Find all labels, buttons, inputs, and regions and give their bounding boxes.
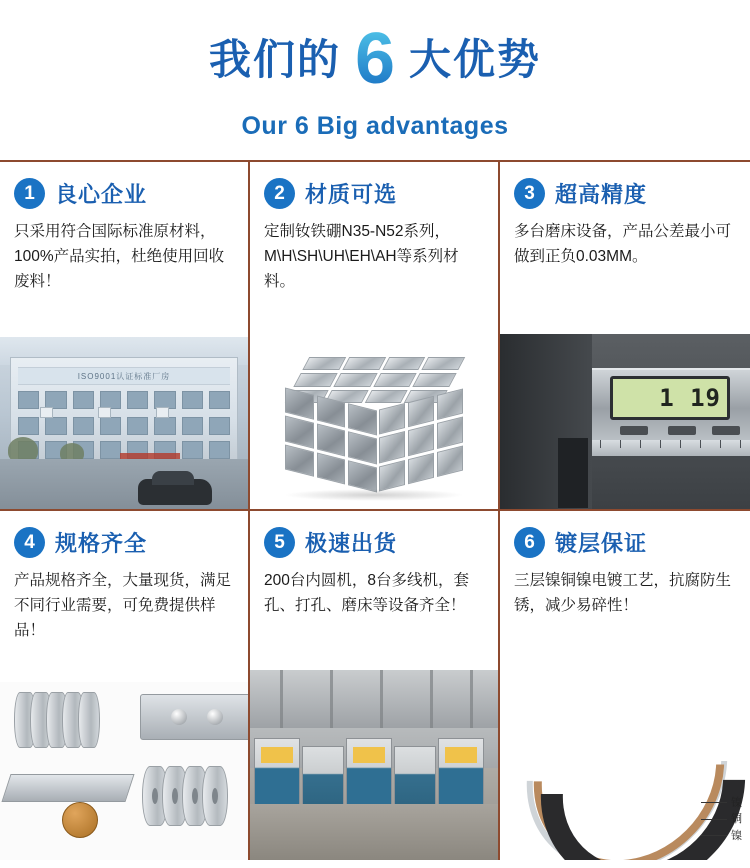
caliper-zero-button	[668, 426, 696, 435]
subtitle: Our 6 Big advantages	[241, 112, 509, 140]
advantage-card-2	[250, 162, 500, 511]
badge-number-1: 1	[14, 178, 45, 209]
legend-label-3: 镍	[731, 829, 742, 842]
disc-magnet-stack	[14, 692, 110, 746]
factory-building-photo	[0, 337, 248, 509]
advantage-card-5	[250, 511, 500, 860]
cube-right-face	[379, 388, 463, 491]
air-conditioner-unit	[40, 407, 53, 418]
card-body-4: 产品规格齐全，大量现货，满足不同行业需要，可免费提供样品！	[14, 572, 232, 640]
poster-header	[0, 0, 750, 160]
bar-magnet	[1, 774, 134, 802]
legend-row	[701, 811, 742, 828]
badge-number-3: 3	[514, 178, 545, 209]
card-header-6	[500, 511, 750, 562]
legend-row	[701, 828, 742, 845]
card-title-5: 极速出货	[305, 531, 398, 556]
card-title-3: 超高精度	[555, 182, 648, 207]
magnet-cube	[279, 357, 469, 487]
caliper-lower-jaw	[558, 438, 588, 508]
building-banner: ISO9001认证标准厂房	[18, 367, 230, 385]
card-header-3	[500, 162, 750, 213]
card-header-5	[250, 511, 498, 562]
card-title-1: 良心企业	[55, 182, 148, 207]
card-body-5: 200台内圆机，8台多线机，套孔、打孔、磨床等设备齐全！	[264, 572, 469, 615]
badge-number-5: 5	[264, 527, 295, 558]
magnet-cube-photo	[250, 334, 498, 509]
legend-label-1: 镍	[731, 796, 742, 809]
digital-caliper-photo	[500, 334, 750, 509]
coating-layers-photo	[500, 680, 750, 860]
caliper-off-button	[620, 426, 648, 435]
grinding-machine	[254, 738, 300, 814]
title-number: 6	[354, 18, 396, 99]
caliper-display	[610, 376, 730, 420]
grinding-machine	[438, 738, 484, 814]
air-conditioner-unit	[98, 407, 111, 418]
workshop-floor	[250, 804, 498, 860]
caliper-reading: 1 19	[659, 384, 721, 412]
workshop-machines-photo	[250, 670, 498, 860]
coating-legend	[701, 795, 742, 845]
coin-for-scale	[62, 802, 98, 838]
caliper-unit-button	[712, 426, 740, 435]
roof-beam	[430, 670, 433, 728]
cube-shadow	[284, 489, 464, 501]
card-title-6: 镀层保证	[555, 531, 648, 556]
card-title-4: 规格齐全	[55, 531, 148, 556]
roof-beam	[470, 670, 473, 728]
ring-magnet-stack	[142, 766, 242, 824]
advantage-card-4	[0, 511, 250, 860]
title-prefix: 我们的	[208, 36, 341, 83]
legend-label-2: 铜	[731, 813, 742, 825]
main-title	[0, 18, 750, 99]
air-conditioner-unit	[156, 407, 169, 418]
card-header-2	[250, 162, 498, 213]
card-header-1	[0, 162, 248, 213]
roof-beam	[280, 670, 283, 728]
block-magnet	[140, 694, 248, 740]
badge-number-6: 6	[514, 527, 545, 558]
badge-number-4: 4	[14, 527, 45, 558]
roof-beam	[380, 670, 383, 728]
badge-number-2: 2	[264, 178, 295, 209]
card-body-6: 三层镍铜镍电镀工艺，抗腐防生锈，减少易碎性！	[514, 572, 732, 615]
legend-row	[701, 795, 742, 812]
parked-car	[138, 479, 212, 505]
window-row	[18, 417, 230, 435]
card-title-2: 材质可选	[305, 182, 398, 207]
card-body-1: 只采用符合国际标准原材料，100%产品实拍，杜绝使用回收废料！	[14, 223, 225, 291]
advantage-card-6	[500, 511, 750, 860]
advantages-grid	[0, 160, 750, 868]
roof-beam	[330, 670, 333, 728]
grinding-machine	[346, 738, 392, 814]
card-body-3: 多台磨床设备，产品公差最小可做到正负0.03MM。	[514, 223, 732, 266]
advantage-card-1	[0, 162, 250, 511]
card-body-2: 定制钕铁硼N35-N52系列，M\H\SH\UH\EH\AH等系列材料。	[264, 223, 459, 291]
advantage-card-3	[500, 162, 750, 511]
card-header-4	[0, 511, 248, 562]
magnet-shapes-photo	[0, 682, 248, 860]
workshop-roof	[250, 670, 498, 728]
title-suffix: 大优势	[409, 36, 542, 83]
